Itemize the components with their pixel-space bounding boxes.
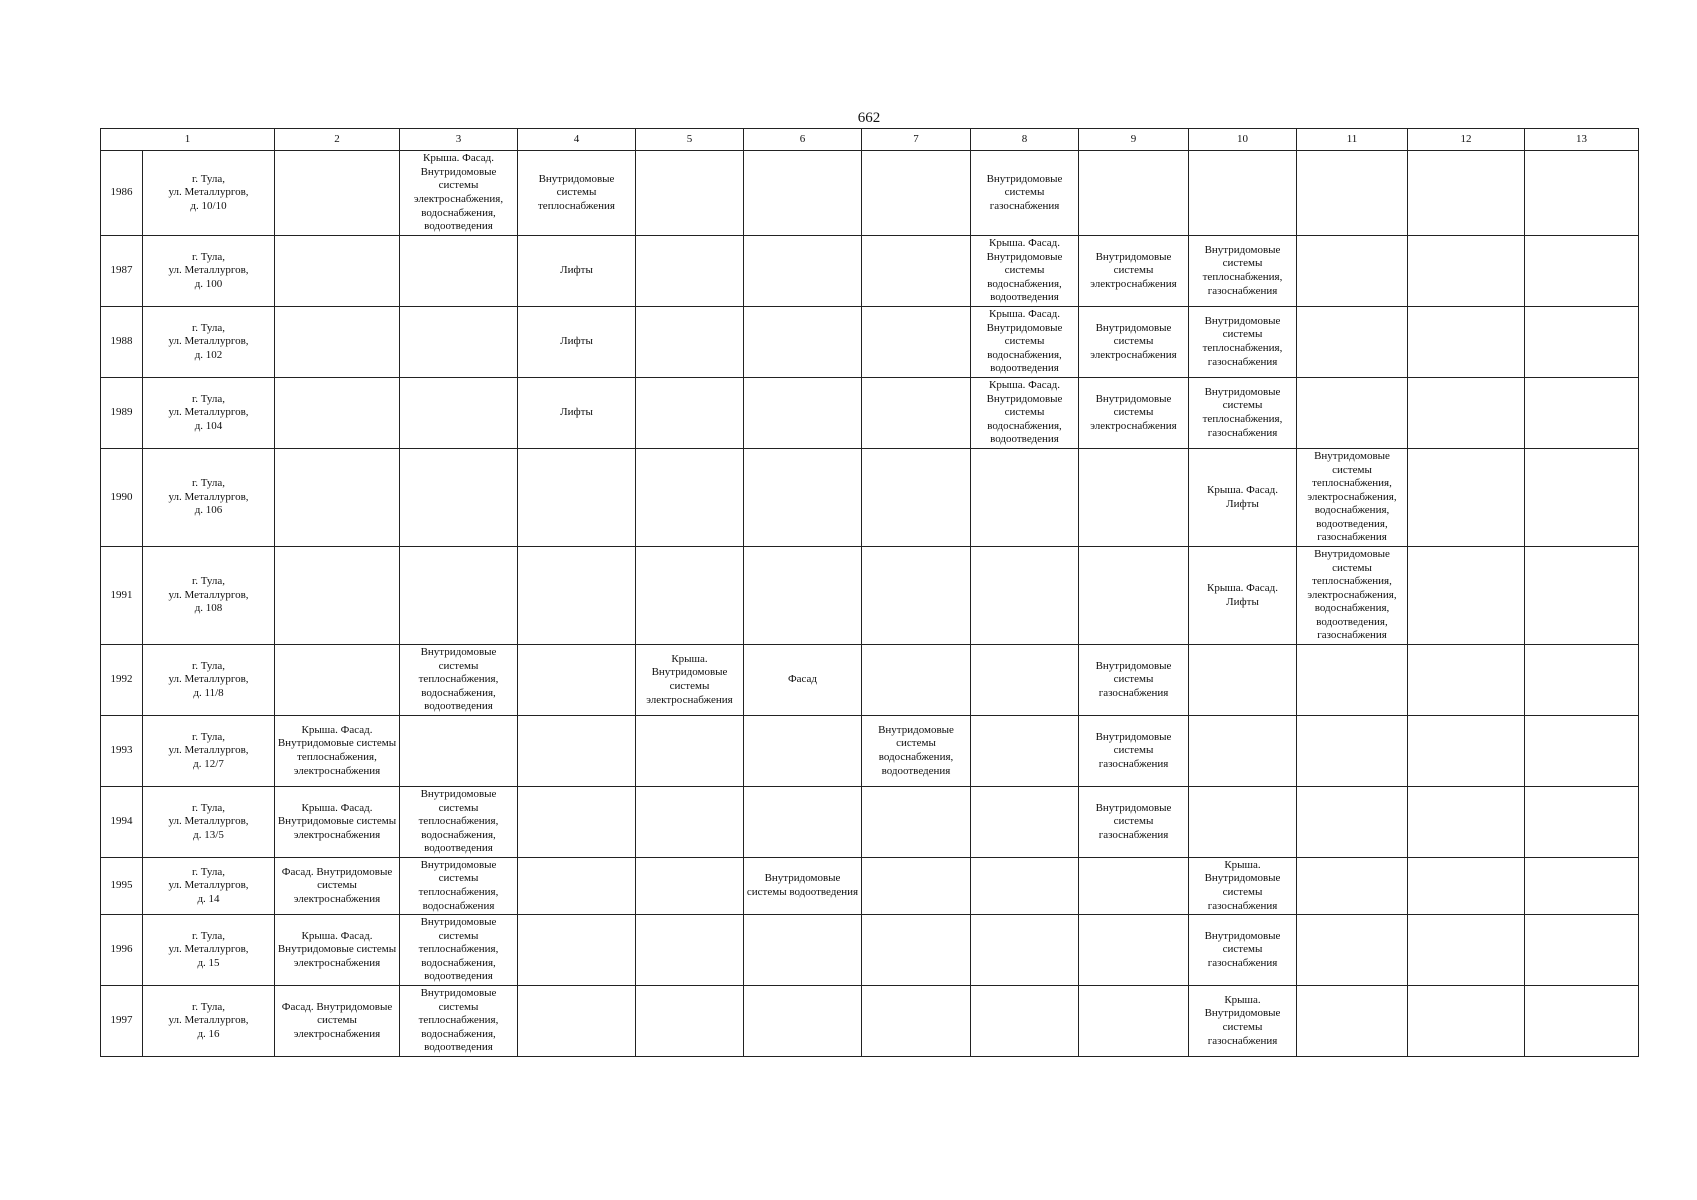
work-cell-col-3: Внутридомовые системы теплоснабжения, водоснабжения, водоотведения: [400, 915, 518, 986]
work-cell-col-2: [275, 236, 400, 307]
column-header: 2: [275, 129, 400, 151]
work-cell-col-3: [400, 378, 518, 449]
work-cell-col-7: [862, 986, 971, 1057]
work-cell-col-5: [636, 858, 744, 915]
address-line: д. 104: [194, 419, 223, 432]
column-header: 11: [1297, 129, 1408, 151]
work-cell-col-7: [862, 236, 971, 307]
row-number-cell: 1988: [101, 307, 143, 378]
work-cell-col-13: [1525, 716, 1639, 787]
address-cell: [143, 236, 275, 307]
row-number-cell: 1986: [101, 151, 143, 236]
page-number: 662: [857, 110, 881, 126]
work-cell-col-9: Внутридомовые системы электроснабжения: [1079, 378, 1189, 449]
address-line: г. Тула,: [191, 801, 226, 814]
address-line: д. 100: [194, 277, 223, 290]
work-cell-col-4: [518, 547, 636, 645]
row-number-cell: 1996: [101, 915, 143, 986]
work-cell-col-2: Фасад. Внутридомовые системы электроснабжения: [275, 986, 400, 1057]
address-cell: [143, 547, 275, 645]
column-header: 1: [101, 129, 275, 151]
table-row: [101, 151, 1639, 236]
row-number-cell: 1994: [101, 787, 143, 858]
work-cell-col-4: Лифты: [518, 236, 636, 307]
work-cell-col-11: [1297, 151, 1408, 236]
work-cell-col-10: Крыша. Фасад. Лифты: [1189, 449, 1297, 547]
work-cell-col-2: Крыша. Фасад. Внутридомовые системы теплоснабжения, электроснабжения: [275, 716, 400, 787]
work-cell-col-7: [862, 307, 971, 378]
work-cell-col-13: [1525, 378, 1639, 449]
work-cell-col-13: [1525, 986, 1639, 1057]
work-cell-col-5: [636, 378, 744, 449]
work-cell-col-8: [971, 915, 1079, 986]
column-header: 3: [400, 129, 518, 151]
work-cell-col-4: [518, 986, 636, 1057]
table-row: [101, 787, 1639, 858]
address-line: д. 11/8: [193, 686, 224, 699]
column-number-row: [101, 129, 1639, 151]
work-cell-col-2: Крыша. Фасад. Внутридомовые системы электроснабжения: [275, 787, 400, 858]
work-cell-col-12: [1408, 645, 1525, 716]
work-cell-col-3: Внутридомовые системы теплоснабжения, водоснабжения, водоотведения: [400, 787, 518, 858]
table-row: [101, 858, 1639, 915]
work-cell-col-7: [862, 787, 971, 858]
column-header: 10: [1189, 129, 1297, 151]
address-line: д. 106: [194, 504, 223, 517]
work-cell-col-3: Крыша. Фасад. Внутридомовые системы электроснабжения, водоснабжения, водоотведения: [400, 151, 518, 236]
work-cell-col-12: [1408, 915, 1525, 986]
work-cell-col-13: [1525, 787, 1639, 858]
work-cell-col-4: [518, 716, 636, 787]
row-number-cell: 1990: [101, 449, 143, 547]
work-cell-col-8: [971, 858, 1079, 915]
work-cell-col-3: [400, 236, 518, 307]
address-line: ул. Металлургов,: [168, 186, 249, 199]
repair-schedule-table: [100, 128, 1639, 1057]
work-cell-col-3: [400, 307, 518, 378]
work-cell-col-8: [971, 787, 1079, 858]
row-number-cell: 1997: [101, 986, 143, 1057]
table-row: [101, 378, 1639, 449]
work-cell-col-12: [1408, 858, 1525, 915]
work-cell-col-7: [862, 547, 971, 645]
work-cell-col-11: [1297, 236, 1408, 307]
column-header: 5: [636, 129, 744, 151]
address-line: г. Тула,: [191, 865, 226, 878]
work-cell-col-4: Лифты: [518, 307, 636, 378]
work-cell-col-7: [862, 858, 971, 915]
work-cell-col-4: [518, 858, 636, 915]
work-cell-col-7: [862, 151, 971, 236]
column-header: 7: [862, 129, 971, 151]
work-cell-col-3: Внутридомовые системы теплоснабжения, водоснабжения, водоотведения: [400, 986, 518, 1057]
work-cell-col-8: [971, 716, 1079, 787]
work-cell-col-5: Крыша. Внутридомовые системы электроснабжения: [636, 645, 744, 716]
table-row: [101, 986, 1639, 1057]
table-row: [101, 645, 1639, 716]
row-number-cell: 1993: [101, 716, 143, 787]
address-cell: [143, 378, 275, 449]
work-cell-col-8: [971, 547, 1079, 645]
work-cell-col-3: [400, 716, 518, 787]
work-cell-col-6: [744, 915, 862, 986]
column-header: 4: [518, 129, 636, 151]
address-line: ул. Металлургов,: [168, 879, 249, 892]
work-cell-col-6: [744, 151, 862, 236]
work-cell-col-4: [518, 915, 636, 986]
work-cell-col-4: [518, 787, 636, 858]
work-cell-col-10: [1189, 151, 1297, 236]
table-row: [101, 547, 1639, 645]
address-line: ул. Металлургов,: [168, 264, 249, 277]
address-line: г. Тула,: [191, 477, 226, 490]
work-cell-col-6: [744, 986, 862, 1057]
work-cell-col-2: Крыша. Фасад. Внутридомовые системы электроснабжения: [275, 915, 400, 986]
work-cell-col-7: [862, 915, 971, 986]
address-cell: [143, 915, 275, 986]
column-header: 8: [971, 129, 1079, 151]
work-cell-col-8: Крыша. Фасад. Внутридомовые системы водоснабжения, водоотведения: [971, 236, 1079, 307]
work-cell-col-5: [636, 449, 744, 547]
column-header: 9: [1079, 129, 1189, 151]
table-row: [101, 236, 1639, 307]
work-cell-col-6: [744, 307, 862, 378]
work-cell-col-4: Внутридомовые системы теплоснабжения: [518, 151, 636, 236]
address-cell: [143, 716, 275, 787]
work-cell-col-10: Внутридомовые системы теплоснабжения, газоснабжения: [1189, 307, 1297, 378]
work-cell-col-9: Внутридомовые системы газоснабжения: [1079, 787, 1189, 858]
address-cell: [143, 787, 275, 858]
address-line: ул. Металлургов,: [168, 335, 249, 348]
work-cell-col-12: [1408, 547, 1525, 645]
address-line: ул. Металлургов,: [168, 1014, 249, 1027]
work-cell-col-8: [971, 449, 1079, 547]
work-cell-col-11: [1297, 645, 1408, 716]
address-line: г. Тула,: [191, 1000, 226, 1013]
column-header: 12: [1408, 129, 1525, 151]
address-cell: [143, 986, 275, 1057]
work-cell-col-8: [971, 645, 1079, 716]
column-header: 6: [744, 129, 862, 151]
work-cell-col-4: Лифты: [518, 378, 636, 449]
work-cell-col-9: [1079, 915, 1189, 986]
work-cell-col-6: [744, 716, 862, 787]
column-header: 13: [1525, 129, 1639, 151]
work-cell-col-11: [1297, 716, 1408, 787]
work-cell-col-8: Крыша. Фасад. Внутридомовые системы водоснабжения, водоотведения: [971, 378, 1079, 449]
work-cell-col-2: [275, 378, 400, 449]
work-cell-col-10: [1189, 716, 1297, 787]
work-cell-col-4: [518, 449, 636, 547]
work-cell-col-2: [275, 151, 400, 236]
work-cell-col-9: Внутридомовые системы газоснабжения: [1079, 645, 1189, 716]
work-cell-col-4: [518, 645, 636, 716]
work-cell-col-11: [1297, 858, 1408, 915]
work-cell-col-2: [275, 307, 400, 378]
address-line: д. 15: [197, 956, 220, 969]
address-line: д. 16: [197, 1027, 220, 1040]
work-cell-col-2: [275, 449, 400, 547]
work-cell-col-8: [971, 986, 1079, 1057]
work-cell-col-9: Внутридомовые системы электроснабжения: [1079, 236, 1189, 307]
work-cell-col-10: [1189, 787, 1297, 858]
address-cell: [143, 307, 275, 378]
work-cell-col-13: [1525, 449, 1639, 547]
address-line: г. Тула,: [191, 392, 226, 405]
work-cell-col-9: Внутридомовые системы газоснабжения: [1079, 716, 1189, 787]
work-cell-col-3: [400, 449, 518, 547]
work-cell-col-11: Внутридомовые системы теплоснабжения, электроснабжения, водоснабжения, водоотведения, газоснабжения: [1297, 547, 1408, 645]
work-cell-col-13: [1525, 858, 1639, 915]
work-cell-col-11: [1297, 378, 1408, 449]
work-cell-col-11: Внутридомовые системы теплоснабжения, электроснабжения, водоснабжения, водоотведения, газоснабжения: [1297, 449, 1408, 547]
table-body: [101, 151, 1639, 1057]
work-cell-col-6: [744, 787, 862, 858]
work-cell-col-10: Крыша. Внутридомовые системы газоснабжения: [1189, 986, 1297, 1057]
work-cell-col-9: [1079, 449, 1189, 547]
address-line: ул. Металлургов,: [168, 490, 249, 503]
row-number-cell: 1992: [101, 645, 143, 716]
work-cell-col-2: [275, 645, 400, 716]
table-row: [101, 307, 1639, 378]
work-cell-col-3: Внутридомовые системы теплоснабжения, водоснабжения: [400, 858, 518, 915]
address-line: г. Тула,: [191, 730, 226, 743]
work-cell-col-10: [1189, 645, 1297, 716]
work-cell-col-9: Внутридомовые системы электроснабжения: [1079, 307, 1189, 378]
work-cell-col-13: [1525, 236, 1639, 307]
work-cell-col-9: [1079, 547, 1189, 645]
work-cell-col-6: [744, 547, 862, 645]
work-cell-col-7: [862, 449, 971, 547]
work-cell-col-12: [1408, 449, 1525, 547]
work-cell-col-6: Фасад: [744, 645, 862, 716]
address-line: г. Тула,: [191, 250, 226, 263]
work-cell-col-6: Внутридомовые системы водоотведения: [744, 858, 862, 915]
work-cell-col-13: [1525, 915, 1639, 986]
table-row: [101, 716, 1639, 787]
work-cell-col-10: Крыша. Внутридомовые системы газоснабжения: [1189, 858, 1297, 915]
work-cell-col-2: [275, 547, 400, 645]
work-cell-col-10: Крыша. Фасад. Лифты: [1189, 547, 1297, 645]
address-line: д. 14: [197, 892, 220, 905]
work-cell-col-12: [1408, 787, 1525, 858]
work-cell-col-5: [636, 716, 744, 787]
table-row: [101, 449, 1639, 547]
row-number-cell: 1987: [101, 236, 143, 307]
work-cell-col-11: [1297, 787, 1408, 858]
work-cell-col-10: Внутридомовые системы теплоснабжения, газоснабжения: [1189, 236, 1297, 307]
work-cell-col-2: Фасад. Внутридомовые системы электроснабжения: [275, 858, 400, 915]
work-cell-col-5: [636, 236, 744, 307]
work-cell-col-13: [1525, 547, 1639, 645]
table-row: [101, 915, 1639, 986]
work-cell-col-11: [1297, 915, 1408, 986]
work-cell-col-5: [636, 547, 744, 645]
work-cell-col-11: [1297, 986, 1408, 1057]
address-line: г. Тула,: [191, 659, 226, 672]
address-line: ул. Металлургов,: [168, 815, 249, 828]
work-cell-col-12: [1408, 236, 1525, 307]
work-cell-col-5: [636, 915, 744, 986]
work-cell-col-8: Внутридомовые системы газоснабжения: [971, 151, 1079, 236]
address-line: г. Тула,: [191, 321, 226, 334]
work-cell-col-5: [636, 307, 744, 378]
work-cell-col-6: [744, 449, 862, 547]
work-cell-col-3: Внутридомовые системы теплоснабжения, водоснабжения, водоотведения: [400, 645, 518, 716]
work-cell-col-5: [636, 787, 744, 858]
address-line: д. 13/5: [193, 828, 224, 841]
address-line: д. 108: [194, 602, 223, 615]
work-cell-col-7: [862, 378, 971, 449]
work-cell-col-5: [636, 986, 744, 1057]
work-cell-col-6: [744, 236, 862, 307]
work-cell-col-10: Внутридомовые системы газоснабжения: [1189, 915, 1297, 986]
work-cell-col-7: Внутридомовые системы водоснабжения, водоотведения: [862, 716, 971, 787]
work-cell-col-9: [1079, 986, 1189, 1057]
work-cell-col-11: [1297, 307, 1408, 378]
work-cell-col-5: [636, 151, 744, 236]
work-cell-col-10: Внутридомовые системы теплоснабжения, газоснабжения: [1189, 378, 1297, 449]
address-line: г. Тула,: [191, 929, 226, 942]
work-cell-col-13: [1525, 307, 1639, 378]
address-line: д. 102: [194, 348, 223, 361]
address-cell: [143, 151, 275, 236]
work-cell-col-12: [1408, 378, 1525, 449]
row-number-cell: 1991: [101, 547, 143, 645]
work-cell-col-7: [862, 645, 971, 716]
work-cell-col-9: [1079, 151, 1189, 236]
address-cell: [143, 449, 275, 547]
work-cell-col-12: [1408, 151, 1525, 236]
work-cell-col-12: [1408, 986, 1525, 1057]
address-line: д. 12/7: [193, 757, 224, 770]
address-line: ул. Металлургов,: [168, 673, 249, 686]
address-line: ул. Металлургов,: [168, 744, 249, 757]
work-cell-col-12: [1408, 307, 1525, 378]
address-line: ул. Металлургов,: [168, 406, 249, 419]
address-line: г. Тула,: [191, 575, 226, 588]
work-cell-col-9: [1079, 858, 1189, 915]
address-line: г. Тула,: [191, 172, 226, 185]
work-cell-col-12: [1408, 716, 1525, 787]
address-cell: [143, 645, 275, 716]
row-number-cell: 1989: [101, 378, 143, 449]
address-cell: [143, 858, 275, 915]
address-line: д. 10/10: [190, 199, 227, 212]
work-cell-col-8: Крыша. Фасад. Внутридомовые системы водоснабжения, водоотведения: [971, 307, 1079, 378]
work-cell-col-13: [1525, 151, 1639, 236]
row-number-cell: 1995: [101, 858, 143, 915]
address-line: ул. Металлургов,: [168, 943, 249, 956]
address-line: ул. Металлургов,: [168, 588, 249, 601]
work-cell-col-3: [400, 547, 518, 645]
work-cell-col-6: [744, 378, 862, 449]
work-cell-col-13: [1525, 645, 1639, 716]
